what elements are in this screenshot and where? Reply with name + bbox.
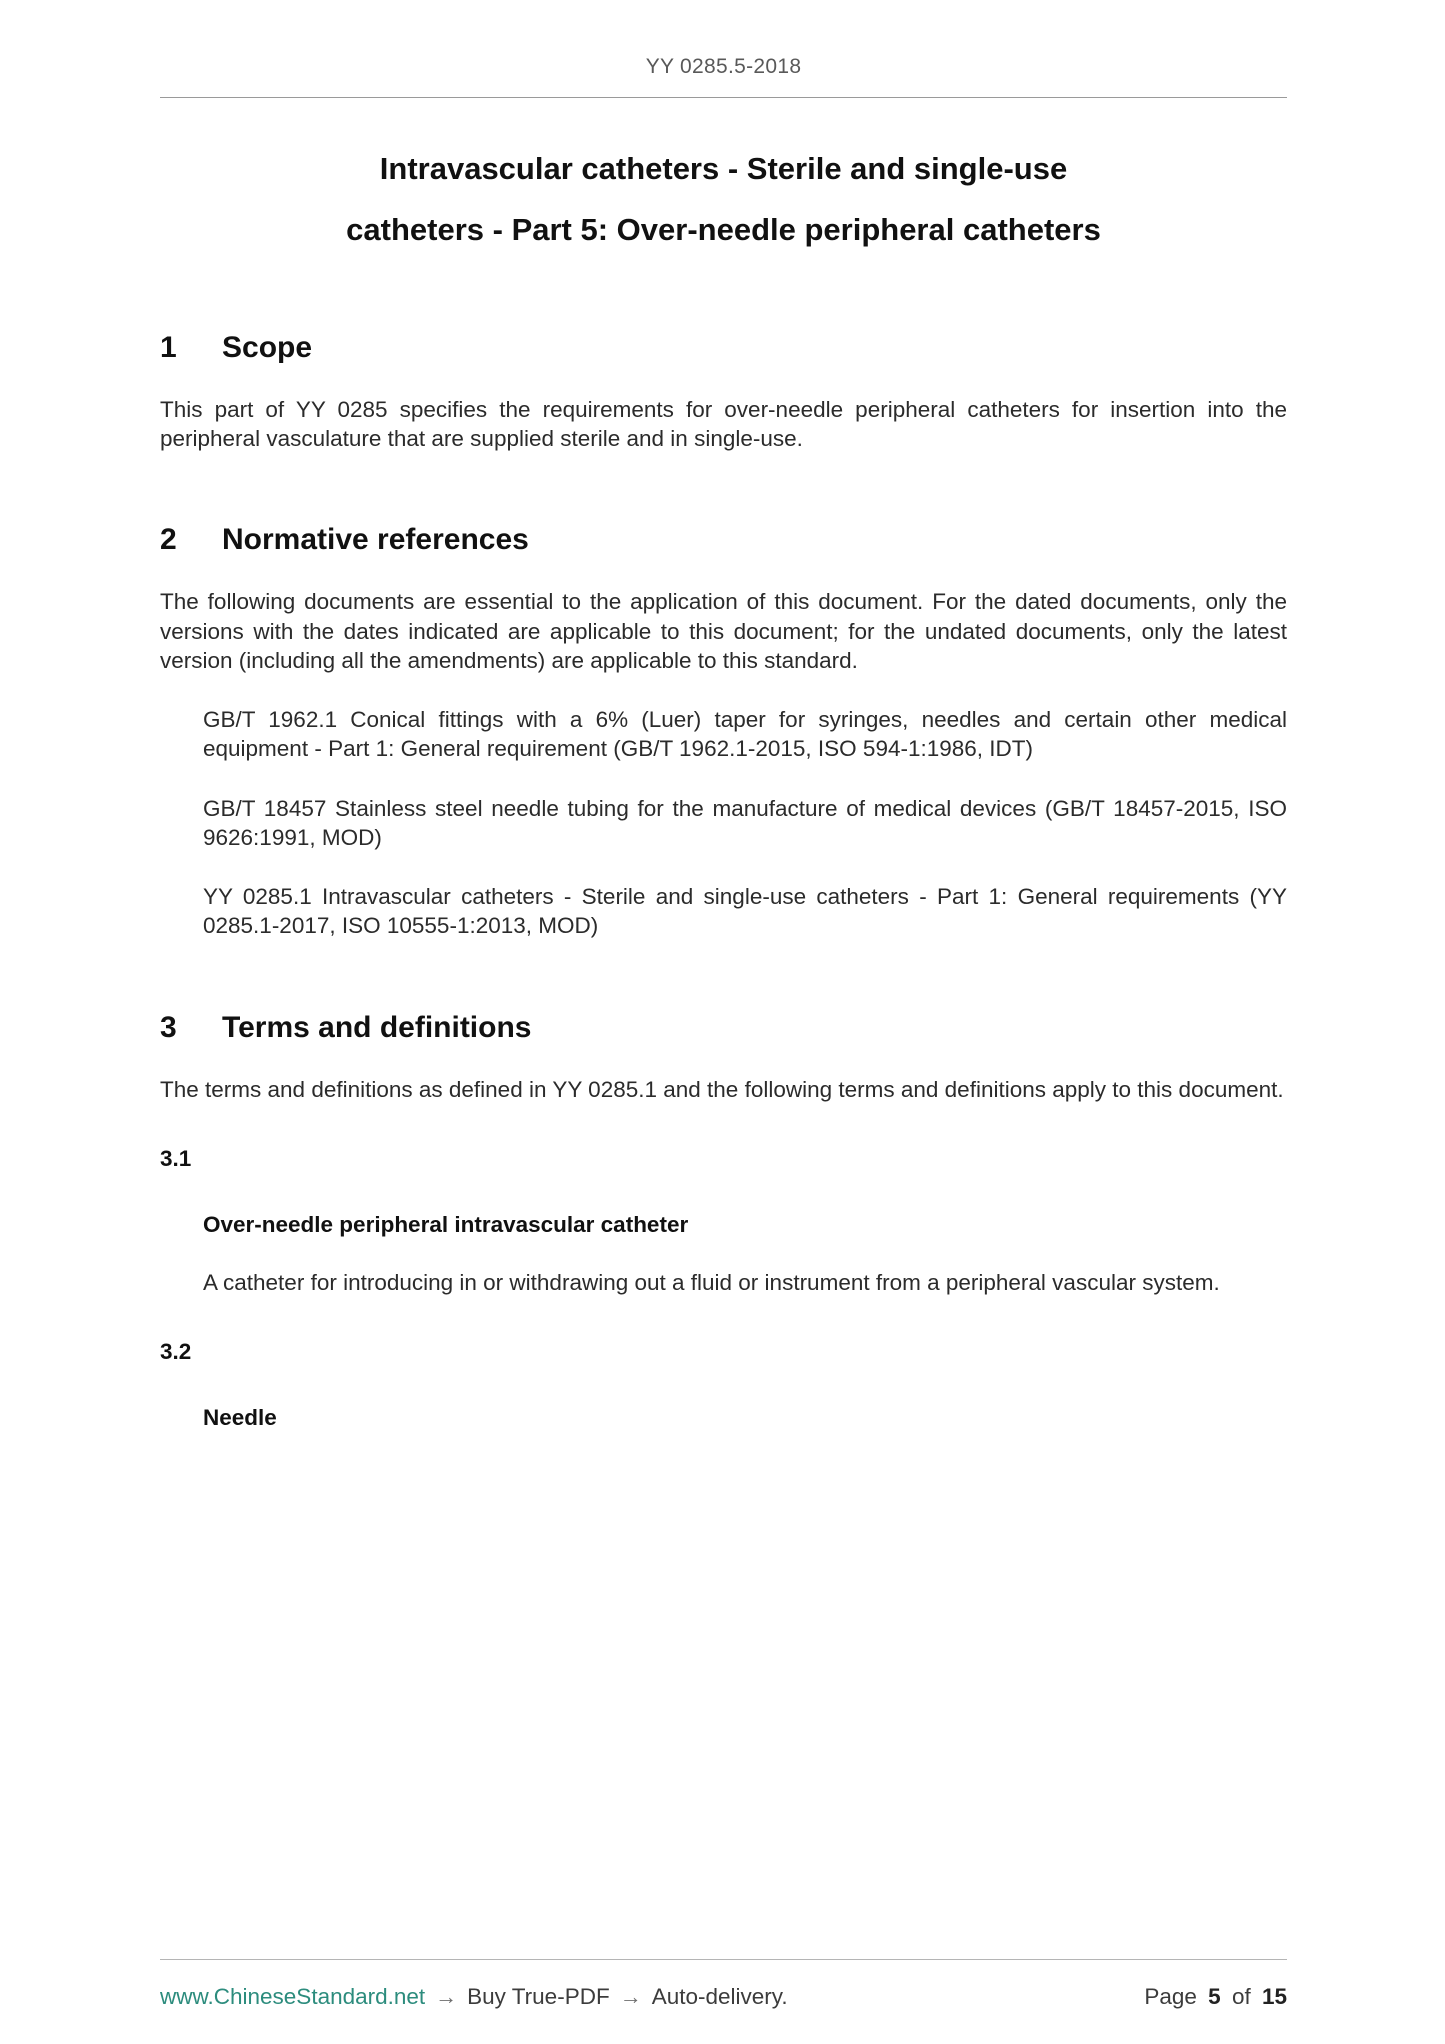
heading-scope [160,331,1287,365]
normative-reference-2: GB/T 18457 Stainless steel needle tubing for the manufacture of medical devices (GB/T 18457-2015, ISO 9626:1991, MOD) [203,795,1287,850]
heading-normative-references [160,523,1287,557]
doc-number: YY 0285.5-2018 [645,55,802,78]
heading-normative-label: Normative references [222,523,529,557]
heading-normative-number: 2 [160,523,177,557]
page-footer [160,1959,1287,2010]
page-indicator [1144,1984,1287,2010]
site-link[interactable]: www.ChineseStandard.net [160,1984,426,2009]
title-line-2: catheters - Part 5: Over-needle peripheral catheters [346,212,1101,248]
heading-scope-label: Scope [222,330,313,364]
heading-terms-number: 3 [160,1010,177,1044]
document-title [160,138,1287,261]
heading-scope-number: 1 [160,330,177,364]
heading-terms-label: Terms and definitions [222,1010,532,1044]
page-content [160,0,1287,1431]
footer-divider [160,1959,1287,1960]
normative-paragraph: The following documents are essential to the application of this document. For the dated documents, only the versions with the dates indicated are applicable to this document; for the undated documents, only the latest version (including all the amendments) are applicable to this standard. [160,589,1287,673]
term-definition-3-1: A catheter for introducing in or withdrawing out a fluid or instrument from a peripheral vascular system. [203,1269,1220,1295]
normative-reference-1: GB/T 1962.1 Conical fittings with a 6% (Luer) taper for syringes, needles and certain other medical equipment - Part 1: General requirement (GB/T 1962.1-2015, ISO 594-1:1986, IDT) [203,707,1287,762]
term-title-3-2: Needle [203,1405,277,1430]
header-divider [160,97,1287,98]
term-title-3-1: Over-needle peripheral intravascular catheter [203,1211,689,1237]
heading-terms-definitions [160,1011,1287,1045]
terms-paragraph: The terms and definitions as defined in YY 0285.1 and the following terms and definitions apply to this document. [160,1076,1284,1102]
arrow-right-icon: → [619,1984,642,2009]
page-label: Page [1144,1984,1197,2009]
buy-true-pdf-label: Buy True-PDF [467,1984,610,2009]
arrow-right-icon: → [435,1984,458,2009]
normative-reference-3: YY 0285.1 Intravascular catheters - Sterile and single-use catheters - Part 1: General requirements (YY 0285.1-2017, ISO 10555-1:2013, MOD) [203,884,1287,939]
footer-left [160,1984,788,2010]
auto-delivery-label: Auto-delivery. [651,1984,788,2009]
title-line-1: Intravascular catheters - Sterile and single-use [379,151,1068,186]
scope-paragraph: This part of YY 0285 specifies the requirements for over-needle peripheral catheters for insertion into the peripheral vasculature that are supplied sterile and in single-use. [160,396,1287,451]
term-number-3-2: 3.2 [160,1339,192,1364]
page-of-label: of [1231,1984,1251,2009]
term-number-3-1: 3.1 [160,1145,192,1171]
page-current: 5 [1208,1984,1221,2009]
footer-row [160,1984,1287,2010]
page-total: 15 [1261,1984,1287,2009]
